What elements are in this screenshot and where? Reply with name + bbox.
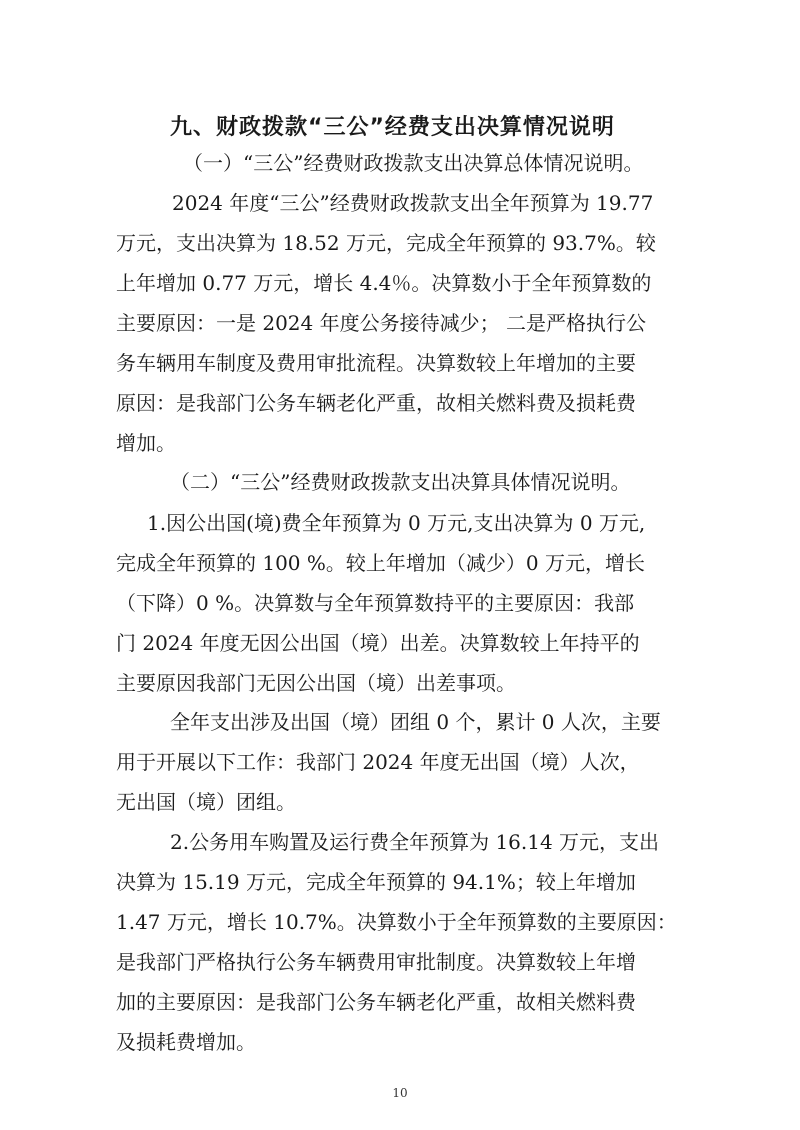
paragraph-line: 2.公务用车购置及运行费全年预算为 16.14 万元，支出: [170, 830, 660, 854]
subsection-2-title: （二）“三公”经费财政拨款支出决算具体情况说明。: [170, 470, 631, 494]
paragraph-line: 2024 年度“三公”经费财政拨款支出全年预算为 19.77: [172, 191, 654, 215]
paragraph-line: 主要原因：一是 2024 年度公务接待减少； 二是严格执行公: [116, 311, 646, 335]
paragraph-line: 务车辆用车制度及费用审批流程。决算数较上年增加的主要: [116, 351, 636, 375]
paragraph-line: 增加。: [116, 431, 176, 455]
subsection-1-title: （一）“三公”经费财政拨款支出决算总体情况说明。: [183, 151, 644, 175]
paragraph-line: 上年增加 0.77 万元，增长 4.4％。决算数小于全年预算数的: [116, 271, 652, 295]
paragraph-line: 全年支出涉及出国（境）团组 0 个，累计 0 人次，主要: [170, 710, 661, 734]
section-heading: 九、财政拨款“三公”经费支出决算情况说明: [170, 115, 615, 140]
paragraph-line: 用于开展以下工作：我部门 2024 年度无出国（境）人次，: [116, 750, 640, 774]
paragraph-line: 无出国（境）团组。: [116, 790, 296, 814]
paragraph-line: 加的主要原因：是我部门公务车辆老化严重，故相关燃料费: [116, 990, 636, 1014]
paragraph-line: 主要原因我部门无因公出国（境）出差事项。: [116, 671, 516, 695]
paragraph-line: 是我部门严格执行公务车辆费用审批制度。决算数较上年增: [116, 950, 636, 974]
paragraph-line: 1.因公出国(境)费全年预算为 0 万元,支出决算为 0 万元,: [147, 511, 646, 535]
paragraph-line: 1.47 万元，增长 10.7%。决算数小于全年预算数的主要原因：: [116, 910, 677, 934]
paragraph-line: 门 2024 年度无因公出国（境）出差。决算数较上年持平的: [116, 631, 640, 655]
page-number: 10: [392, 1086, 408, 1100]
paragraph-line: 完成全年预算的 100 %。较上年增加（减少）0 万元，增长: [116, 551, 645, 575]
paragraph-line: （下降）0 %。决算数与全年预算数持平的主要原因：我部: [116, 591, 635, 615]
paragraph-line: 及损耗费增加。: [116, 1030, 256, 1054]
paragraph-line: 决算为 15.19 万元，完成全年预算的 94.1%；较上年增加: [116, 870, 636, 894]
paragraph-line: 原因：是我部门公务车辆老化严重，故相关燃料费及损耗费: [116, 391, 636, 415]
paragraph-line: 万元，支出决算为 18.52 万元，完成全年预算的 93.7%。较: [116, 231, 656, 255]
